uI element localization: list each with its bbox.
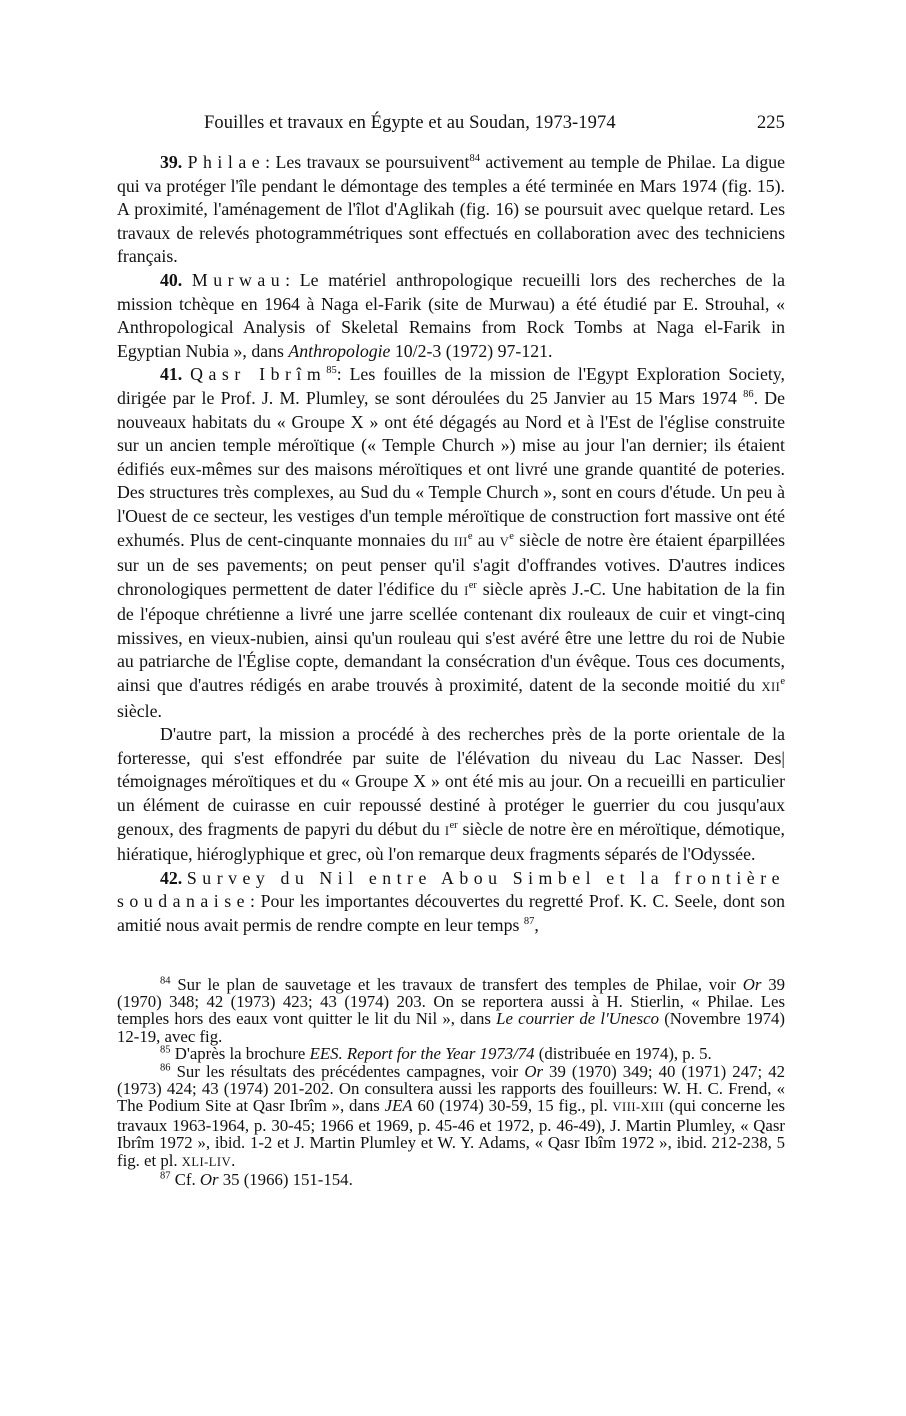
footnote-ref: 86 (743, 389, 754, 401)
publication-title: Le courrier de l'Unesco (496, 1009, 659, 1029)
section-41: 41. Qasr Ibrîm$^{85}$: Les fouilles de la mission de l'Egypt Exploration Society, dirigée par le Prof. J. M. Plumley, se sont déroulées du 25 Janvier au 15 Mars 1974 $^{86}$. De nouveaux habitats du « Groupe X » ont été dégagés au Nord et à l'Est de l'église construite sur un ancien temple méroïtique (« Temple Church ») mise au jour l'an dernier; ils étaient édifiés eux-mêmes sur des maisons méroïtiques et ont livré une grande quantité de poteries. Des structures très complexes, au Sud du « Temple Church », sont en cours d'étude. Un peu à l'Ouest de ce secteur, les vestiges d'un temple méroïtique de construction fort massive ont été exhumés. Plus de cent-cinquante monnaies du IIIe au Ve siècle de notre ère étaient éparpillées sur un de ses pavements; on peut penser qu'il s'agit d'offrandes votives. D'autres indices chronologiques permettent de dater l'édifice du Ier siècle après J.-C. Une habitation de la fin de l'époque chrétienne a livré une jarre scellée contenant dix rouleaux de cuir et vingt-cinq missives, en vieux-nubien, ainsi qu'un rouleau qui s'est avéré être une lettre du roi de Nubie au patriarche de l'Église copte, demandant la consécration d'un évêque. Tous ces documents, ainsi que d'autres rédigés en arabe trouvés à proximité, datent de la seconde moitié du XIIe siècle. (117, 364, 786, 721)
footnote-ref: 85 (326, 365, 337, 377)
page-number: 225 (756, 113, 785, 133)
section-number: 41. (160, 364, 183, 385)
page (117, 113, 785, 1188)
section-number: 42. (160, 867, 183, 888)
footnote-84: $^{84}$ Sur le plan de sauvetage et les travaux de transfert des temples de Philae, voir Or 39 (1970) 348; 42 (1973) 423; 43 (1974) 203. On se reportera aussi à H. Stierlin, « Philae. Les temples hors des eaux vont quitter le lit du Nil », dans Le courrier de l'Unesco (Novembre 1974) 12-19, avec fig. (117, 974, 786, 1046)
section-number: 39. (160, 152, 183, 172)
journal-title: Anthropologie (288, 340, 391, 361)
section-41-paragraph-2: D'autre part, la mission a procédé à des recherches près de la porte orientale de la forteresse, qui s'est effondrée par suite de l'élévation du niveau du Lac Nasser. Des| témoignages méroïtiques et du « Groupe X » ont été mis au jour. On a recueilli en particulier un élément de cuirasse en cuir repoussé destiné à protéger le guerrier du cou jusqu'aux genoux, des fragments de papyri du début du Ier siècle de notre ère en méroïtique, démotique, hiératique, hiéroglyphique et grec, où l'on remarque deux fragments séparés de l'Odyssée. (117, 724, 785, 865)
section-42: 42. Survey du Nil entre Abou Simbel et la frontière soudanaise: Pour les importantes découvertes du regretté Prof. K. C. Seele, dont son amitié nous avait permis de rendre compte en leur temps $^{87}$, (117, 867, 786, 935)
main-text (117, 151, 785, 938)
publication-title: JEA (384, 1096, 413, 1116)
site-name: Survey du Nil entre Abou Simbel et la frontière soudanaise (117, 867, 786, 912)
footnote-ref: 87 (523, 916, 535, 928)
running-title: Fouilles et travaux en Égypte et au Soudan, 1973-1974 (204, 113, 616, 133)
section-39: 39. Philae: Les travaux se poursuivent$^{84}$ activement au temple de Philae. La digue qui va protéger l'île pendant le démontage des temples a été terminée en Mars 1974 (fig. 15). A proximité, l'aménagement de l'îlot d'Aglikah (fig. 16) se poursuit avec quelque retard. Les travaux de relevés photogrammétriques sont effectués en collaboration avec des techniciens français. (117, 152, 785, 267)
site-name: Philae (187, 152, 266, 172)
footnote-87: $^{87}$ Cf. Or 35 (1966) 151-154. (160, 1170, 353, 1190)
section-number: 40. (160, 269, 183, 290)
footnote-number: 85 (160, 1044, 171, 1056)
footnote-86: $^{86}$ Sur les résultats des précédentes campagnes, voir Or 39 (1970) 349; 40 (1971) 247; 42 (1973) 424; 43 (1974) 201-202. On consultera aussi les rapports des fouilleurs: W. H. C. Frend, « The Podium Site at Qasr Ibrîm », dans JEA 60 (1974) 30-59, 15 fig., pl. VIII-XIII (qui concerne les travaux 1963-1964, p. 30-45; 1966 et 1969, p. 45-46 et 1972, p. 46-49), J. Martin Plumley, « Qasr Ibrîm 1972 », ibid. 1-2 et J. Martin Plumley et W. Y. Adams, « Qasr Ibîm 1972 », ibid. 212-238, 5 fig. et pl. XLI-LIV. (117, 1061, 786, 1170)
site-name: Qasr Ibrîm (190, 364, 327, 385)
footnote-number: 86 (160, 1062, 171, 1074)
running-head (117, 113, 785, 141)
footnote-number: 84 (160, 975, 171, 986)
site-name: Murwau (191, 269, 286, 290)
footnote-ref: 84 (469, 153, 480, 165)
footnote-number: 87 (160, 1170, 171, 1182)
footnote-85: $^{85}$ D'après la brochure EES. Report for the Year 1973/74 (distribuée en 1974), p. 5. (160, 1044, 712, 1064)
footnotes (117, 976, 785, 1189)
publication-title: EES. Report for the Year 1973/74 (309, 1044, 535, 1064)
section-40: 40. Murwau: Le matériel anthropologique recueilli lors des recherches de la mission tchèque en 1964 à Naga el-Farik (site de Murwau) a été étudié par E. Strouhal, « Anthropological Analysis of Skeletal Remains from Rock Tombs at Naga el-Farik in Egyptian Nubia », dans Anthropologie 10/2-3 (1972) 97-121. (117, 269, 786, 361)
